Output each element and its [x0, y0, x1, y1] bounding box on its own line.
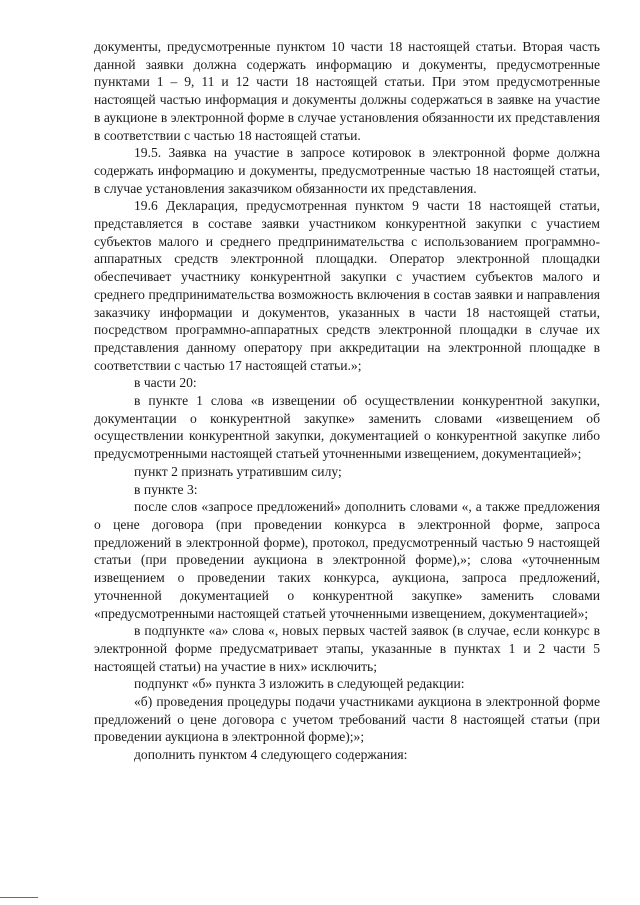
paragraph: документы, предусмотренные пунктом 10 части 18 настоящей статьи. Вторая часть данной заявки должна содержать информацию и документы, предусмотренные пунктами 1 – 9, 11 и 12 части 18 настоящей статьи. При этом предусмотренные настоящей частью информация и документы должны содержаться в заявке на участие в аукционе в электронной форме в случае установления обязанности их представления в соответствии с частью 18 настоящей статьи. — [94, 39, 600, 143]
paragraph: в пункте 1 слова «в извещении об осуществлении конкурентной закупки, документации о конкурентной закупке» заменить словами «извещением об осуществлении конкурентной закупки, документацией о конкурентной закупке либо предусмотренными настоящей статьей уточненными извещением, документацией»; — [94, 393, 600, 462]
paragraph: в пункте 3: — [134, 481, 198, 497]
scan-edge-mark — [0, 897, 38, 898]
paragraph: пункт 2 признать утратившим силу; — [134, 463, 342, 479]
document-body — [94, 38, 600, 764]
paragraph: подпункт «б» пункта 3 изложить в следующей редакции: — [134, 676, 465, 692]
paragraph: 19.6 Декларация, предусмотренная пунктом 9 части 18 настоящей статьи, представляется в составе заявки участником конкурентной закупки с участием субъектов малого и среднего предпринимательства с использованием программно-аппаратных средств электронной площадки. Оператор электронной площадки обеспечивает участнику конкурентной закупки с участием субъектов малого и среднего предпринимательства возможность включения в состав заявки и направления заказчику информации и документов, указанных в части 18 настоящей статьи, посредством программно-аппаратных средств электронной площадки в случае их представления данному оператору при аккредитации на электронной площадке в соответствии с частью 17 настоящей статьи.»; — [94, 198, 600, 373]
paragraph: после слов «запросе предложений» дополнить словами «, а также предложения о цене договора (при проведении конкурса в электронной форме, запроса предложений в электронной форме), протокол, предусмотренный частью 9 настоящей статьи (при проведении аукциона в электронной форме),»; слова «уточненным извещением о проведении таких конкурса, аукциона, запроса предложений, уточненной документацией о конкурентной закупке» заменить словами «предусмотренными настоящей статьей уточненными извещением, документацией»; — [94, 499, 600, 621]
paragraph: дополнить пунктом 4 следующего содержания: — [134, 747, 408, 763]
paragraph: в подпункте «а» слова «, новых первых частей заявок (в случае, если конкурс в электронной форме предусматривает этапы, указанные в пунктах 1 и 2 части 5 настоящей статьи) на участие в них» исключить; — [94, 623, 600, 674]
paragraph: в части 20: — [134, 375, 197, 391]
paragraph: 19.5. Заявка на участие в запросе котировок в электронной форме должна содержать информацию и документы, предусмотренные частью 18 настоящей статьи, в случае установления заказчиком обязанности их представления. — [94, 145, 600, 196]
paragraph: «б) проведения процедуры подачи участниками аукциона в электронной форме предложений о цене договора с учетом требований части 8 настоящей статьи (при проведении аукциона в электронной форме);»; — [94, 694, 600, 745]
